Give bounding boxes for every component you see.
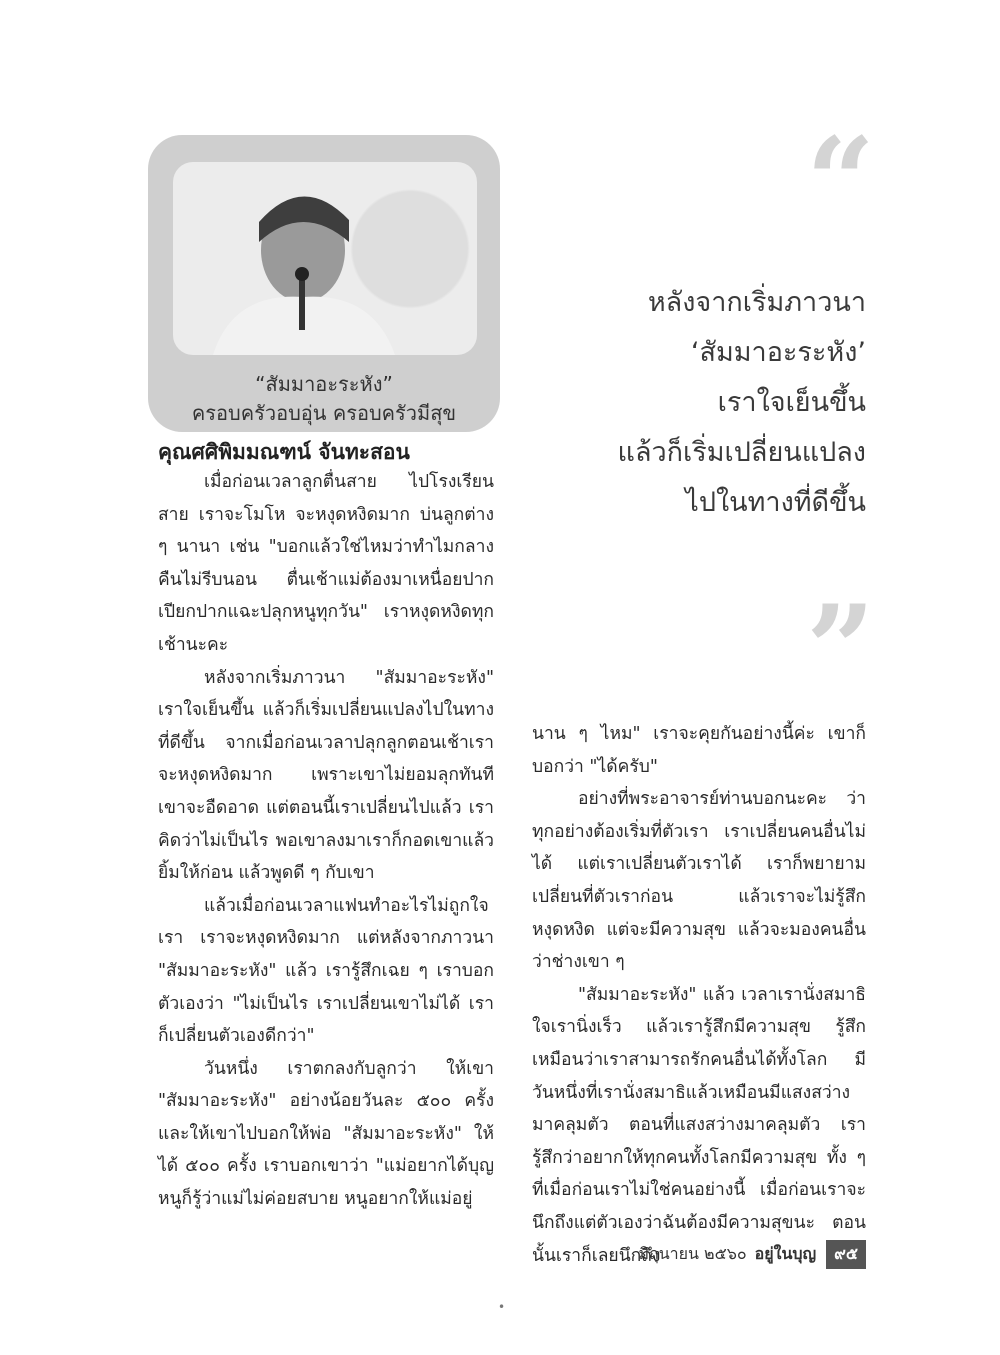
close-quote-mark: ” (806, 579, 876, 720)
paragraph: อย่างที่พระอาจารย์ท่านบอกนะคะ ว่าทุกอย่างต้องเริ่มที่ตัวเรา เราเปลี่ยนคนอื่นไม่ได้ แต่เราเปลี่ยนตัวเราได้ เราก็พยายามเปลี่ยนที่ตัวเราก่อน แล้วเราจะไม่รู้สึกหงุดหงิด แต่จะมีความสุข แล้วจะมองคนอื่นว่าช่างเขา ๆ (532, 789, 866, 973)
right-column (532, 718, 866, 1272)
paragraph: เมื่อก่อนเวลาลูกตื่นสาย ไปโรงเรียนสาย เราจะโมโห จะหงุดหงิดมาก บ่นลูกต่าง ๆ นานา เช่น "บอกแล้วใช่ไหมว่าทำไมกลางคืนไม่รีบนอน ตื่นเช้าแม่ต้องมาเหนื่อยปากเปียกปากแฉะปลุกหนูทุกวัน" เราหงุดหงิดทุกเช้านะคะ (158, 472, 494, 655)
portrait-photo (173, 162, 477, 355)
pull-quote-line: ‘สัมมาอะระหัง’ (690, 337, 866, 368)
paragraph: นาน ๆ ไหม" เราจะคุยกันอย่างนี้ค่ะ เขาก็บอกว่า "ได้ครับ" (532, 724, 866, 777)
open-quote-mark: “ (806, 111, 876, 252)
pull-quote-line: แล้วก็เริ่มเปลี่ยนแปลง (617, 437, 866, 468)
pull-quote (618, 278, 866, 528)
caption-line-1: “สัมมาอะระหัง” (255, 372, 393, 396)
pull-quote-line: เราใจเย็นขึ้น (717, 387, 866, 418)
left-column (158, 466, 494, 1216)
magazine-name: อยู่ในบุญ (754, 1244, 817, 1263)
print-mark: • (498, 1300, 506, 1314)
photo-caption (148, 370, 500, 428)
page-number: ๙๕ (826, 1240, 866, 1269)
issue-date: มิถุนายน ๒๕๖๐ (638, 1244, 747, 1263)
caption-line-2: ครอบครัวอบอุ่น ครอบครัวมีสุข (191, 401, 457, 425)
paragraph: แล้วเมื่อก่อนเวลาแฟนทำอะไรไม่ถูกใจเรา เราจะหงุดหงิดมาก แต่หลังจากภาวนา "สัมมาอะระหัง" แล้ว เรารู้สึกเฉย ๆ เราบอกตัวเองว่า "ไม่เป็นไร เราเปลี่ยนเขาไม่ได้ เราก็เปลี่ยนตัวเองดีกว่า" (158, 895, 494, 1047)
paragraph: วันหนึ่ง เราตกลงกับลูกว่า ให้เขา "สัมมาอะระหัง" อย่างน้อยวันละ ๕๐๐ ครั้ง และให้เขาไปบอกให้พ่อ "สัมมาอะระหัง" ให้ได้ ๕๐๐ ครั้ง เราบอกเขาว่า "แม่อยากได้บุญ หนูก็รู้ว่าแม่ไม่ค่อยสบาย หนูอยากให้แม่อยู่ (158, 1058, 494, 1210)
pull-quote-line: หลังจากเริ่มภาวนา (647, 287, 866, 318)
pull-quote-line: ไปในทางที่ดีขึ้น (685, 487, 866, 518)
page-footer (639, 1240, 867, 1269)
paragraph: "สัมมาอะระหัง" แล้ว เวลาเรานั่งสมาธิใจเรานิ่งเร็ว แล้วเรารู้สึกมีความสุข รู้สึกเหมือนว่าเราสามารถรักคนอื่นได้ทั้งโลก มีวันหนึ่งที่เรานั่งสมาธิแล้วเหมือนมีแสงสว่างมาคลุมตัว ตอนที่แสงสว่างมาคลุมตัว เรารู้สึกว่าอยากให้ทุกคนทั้งโลกมีความสุข ทั้ง ๆ ที่เมื่อก่อนเราไม่ใช่คนอย่างนี้ เมื่อก่อนเราจะนึกถึงแต่ตัวเองว่าฉันต้องมีความสุขนะ ตอนนั้นเราก็เลยนึกถึง (532, 984, 866, 1266)
author-name: คุณศศิพิมมณฑน์ จันทะสอน (158, 440, 410, 464)
paragraph: หลังจากเริ่มภาวนา "สัมมาอะระหัง" เราใจเย็นขึ้น แล้วก็เริ่มเปลี่ยนแปลงไปในทางที่ดีขึ้น จากเมื่อก่อนเวลาปลุกลูกตอนเช้าเราจะหงุดหงิดมาก เพราะเขาไม่ยอมลุกทันที เขาจะอืดอาด แต่ตอนนี้เราเปลี่ยนไปแล้ว เราคิดว่าไม่เป็นไร พอเขาลงมาเราก็กอดเขาแล้วยิ้มให้ก่อน แล้วพูดดี ๆ กับเขา (158, 667, 494, 884)
